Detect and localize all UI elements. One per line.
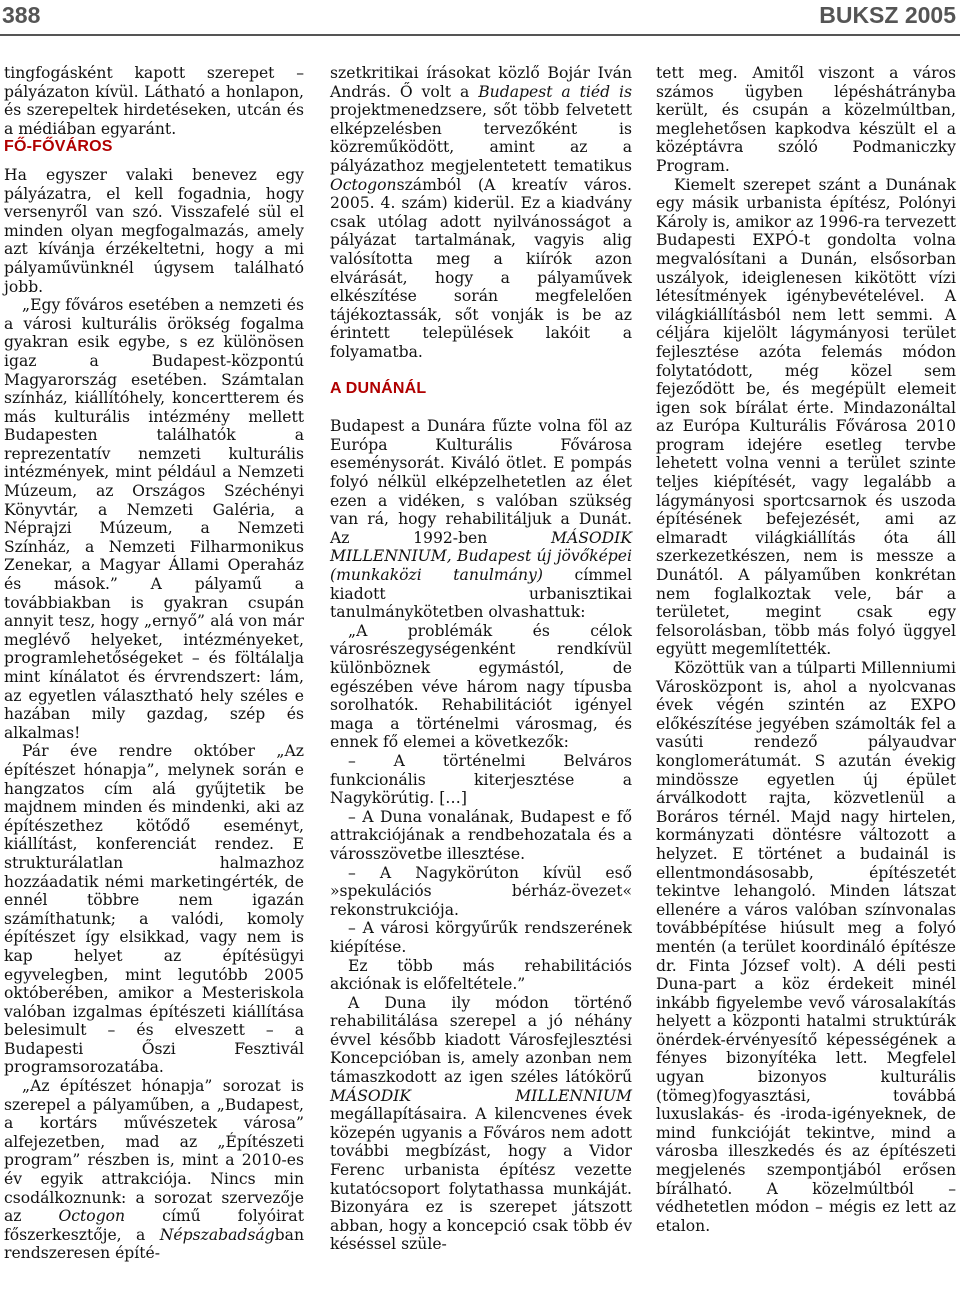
quote-list-item: – A Nagykörúton kívül eső »spekulációs bérház-övezet« rekonstrukciója. xyxy=(330,863,632,919)
journal-title: BUKSZ 2005 xyxy=(819,2,956,28)
column-3 xyxy=(656,64,956,1235)
column-1 xyxy=(4,64,304,1263)
text-run: megállapításaira. A kilencvenes évek közepén ugyanis a Főváros nem adott további megbízást, hogy a Vidor Ferenc urbanista építész vezette kutatócsoport folytathassa munkáját. Bizonyára ez is szerepet játszott abban, hogy a koncepció csak több év késéssel szüle- xyxy=(330,1105,632,1254)
paragraph xyxy=(4,1077,304,1263)
text-run: szetkritikai írásokat közlő Bojár Iván András. Ő volt a xyxy=(330,64,632,101)
text-run: „Az építészet hónapja” sorozat is szerepel a pályaműben, a „Budapest, a kortárs művészetek városa” alfejezetben, mad az „Építészeti program” részben is, mint a 2010-es év egyik attrakciója. Nincs min csodálkoznunk: a sorozat szervezője az xyxy=(4,1077,304,1226)
quote-list-item: – A városi körgyűrűk rendszerének kiépítése. xyxy=(330,919,632,956)
quote-paragraph: Ez több más rehabilitációs akciónak is előfeltétele.” xyxy=(330,956,632,994)
paragraph: Ha egyszer valaki benevez egy pályázatra, el kell fogadnia, hogy versenyről van szó. Visszafelé sül el minden olyan megfogalmazás, amely azt kívánja érzékeltetni, hogy a mi pályaművünknél úgysem található jobb. xyxy=(4,165,304,296)
paragraph: Pár éve rendre október „Az építészet hónapja”, melynek során e hangzatos cím alá gyűjtetik be majdnem minden és mindenki, aki az építészethez kötődő eseményt, kiállítást, konferenciát rendez. E strukturálatlan halmazhoz hozzáadatik némi marketingérték, de ennél többre nem igazán számíthatunk; a valódi, komoly építészet így elsikkad, vagy nem is kap helyet az építésügyi egyvelegben, mint legutóbb 2005 októberében, amikor a Mesteriskola valóban izgalmas építészeti kiállítása belesimult – és elveszett – a Budapesti Őszi Fesztivál programsorozatába. xyxy=(4,742,304,1077)
section-heading-fo-fovaros: FŐ-FŐVÁROS xyxy=(4,138,113,156)
column-2 xyxy=(330,64,632,1254)
text-run: ban rendszeresen építé- xyxy=(4,1225,304,1263)
italic-title: MÁSODIK MILLENNIUM, Budapest új jövőképei (munkaközi tanulmány) xyxy=(330,528,632,585)
page-header xyxy=(0,0,960,36)
paragraph: Közöttük van a túlparti Millenniumi Városközpont is, ahol a nyolcvanas évek végén szintén az EXPO előkészítése jegyében számolták fel a vasúti rendező pályaudvar konglomerátumát. S azután évekig mindössze egyetlen új épület árválkodott rajta, közvetlenül a Boráros térnél. Majd nagy hirtelen, kormányzati döntésre változott a helyzet. E történet a budainál is ellentmondásosabb, építészetét tekintve lehangoló. Minden látszat ellenére a város valóban színvonalas továbbépítése hiúsult meg a folyó mentén (a terület koordináló építésze dr. Finta József volt). A déli pesti Duna-part a köz érdekeit minél inkább figyelembe vevő városalakítás helyett a központi hatalmi struktúrák önérdek-érvényesítő képességének a fényes bizonyítéka lett. Megfelel ugyan bizonyos kulturális (tömeg)fogyasztási, továbbá luxuslakás- és -iroda-igényeknek, de mind funkcióját tekintve, mind a városba illeszkedés és az építészeti megjelenés szempontjából erősen bírálható. A közelmúltból – védhetetlen módon – mégis ez lett az etalon. xyxy=(656,659,956,1235)
text-run: Budapest a Dunára fűzte volna föl az Európa Kulturális Fővárosa eseménysorát. Kiváló ötlet. E pompás folyó nélkül elképzelhetetlen az élet ezen a vidéken, s valóban szükség van rá, hogy rehabilitáljuk a Dunát. Az 1992-ben xyxy=(330,417,632,547)
italic-title: Népszabadság xyxy=(159,1225,275,1244)
paragraph: tett meg. Amitől viszont a város számos ügyben lépéshátrányba került, és csupán a közelmúltban, meglehetősen kapkodva készült el a középtávra szóló Podmaniczky Program. xyxy=(656,64,956,175)
paragraph xyxy=(330,64,632,362)
quote-list-item: – A Duna vonalának, Budapest e fő attrakciójának a rendbehozatala és a városszövetbe illesztése. xyxy=(330,807,632,863)
text-run: számból (A kreatív város. 2005. 4. szám) kiderül. Ez a kiadvány csak utólag adott nyilvánosságot a pályázat tartalmának, vagyis alig valósította meg a kiírók azon elvárását, hogy a pályaművek elkészítése során megfelelően tájékoztassák, sőt vonják is be az érintett települések lakóit a folyamatba. xyxy=(330,175,632,361)
italic-title: Budapest a tiéd is xyxy=(478,82,632,101)
paragraph: „Egy főváros esetében a nemzeti és a városi kulturális örökség fogalma gyakran esik egybe, s ez különösen igaz a Budapest-központú Magyarország esetében. Számtalan színház, kiállítóhely, koncertterem és más kulturális intézmény mellett Budapesten találhatók a reprezentatív nemzeti kulturális intézmények, mint például a Nemzeti Múzeum, az Országos Széchényi Könyvtár, a Nemzeti Galéria, a Néprajzi Múzeum, a Nemzeti Színház, a Nemzeti Filharmonikus Zenekar, a Magyar Állami Operaház és mások.” A pályamű a továbbiakban is gyakran csupán annyit tesz, hogy „ernyő” alá von már meglévő helyeket, intézményeket, programlehetőségeket – és föltálalja mint kínálatot és érvrendszert: lám, az egyetlen választható hely széles e hazában mily gazdag, szép és alkalmas! xyxy=(4,296,304,742)
italic-title: Octogon xyxy=(58,1207,126,1226)
paragraph: tingfogásként kapott szerepet – pályázaton kívül. Látható a honlapon, és szerepeltek hirdetéseken, utcán és a médiában egyaránt. xyxy=(4,64,304,138)
italic-title: MÁSODIK MILLENNIUM xyxy=(330,1086,632,1105)
quote-list-item: – A történelmi Belváros funkcionális kiterjesztése a Nagykörútig. […] xyxy=(330,751,632,808)
paragraph xyxy=(330,994,632,1254)
section-heading-a-dunanal: A DUNÁNÁL xyxy=(330,380,427,398)
paragraph xyxy=(330,417,632,622)
paragraph: Kiemelt szerepet szánt a Dunának egy másik urbanista építész, Polónyi Károly is, amikor az 1996-ra tervezett Budapesti EXPÓ-t gondolta volna megvalósítani a Dunán, elsősorban uszályok, ideiglenesen kikötött vízi létesítmények igénybevételével. A világkiállításból nem lett semmi. A céljára kijelölt lágymányosi terület fejlesztése azóta felemás módon folytatódott, még közel sem fejeződött be, és megépült elemeit igen sok bírálat érte. Mindazonáltal az Európa Kulturális Fővárosa 2010 program idejére esetleg tervbe lehetett volna venni a terület szinte teljes kiépítését, vagy legalább a lágymányosi sportcsarnok és uszoda építésének befejezését, ami az elmaradt világkiállítás óta áll szerkezetkészen, nem is messze a Dunától. A pályaműben konkrétan nem foglalkoztak vele, bár a területet, megint csak egy felsorolásban, több más folyó üggyel együtt megemlítették. xyxy=(656,175,956,659)
text-run: A Duna ily módon történő rehabilitálása szerepel a jó néhány évvel később kiadott Városfejlesztési Koncepcióban is, amely azonban nem támaszkodott az igen széles látókörű xyxy=(330,993,632,1087)
text-run: címmel kiadott urbanisztikai tanulmánykötetben olvashattuk: xyxy=(330,566,633,622)
text-run: című folyóirat főszerkesztője, a xyxy=(4,1207,304,1244)
text-run: projektmenedzsere, sőt több felvetett elképzelésben tervezőként is közreműködött, amint az a pályázathoz megjelentetett tematikus xyxy=(330,101,632,175)
quote-paragraph: „A problémák és célok városrészegységenként rendkívül különböznek egymástól, de egészében véve három nagy típusba sorolhatók. Rehabilitációt igényel maga a történelmi városmag, és ennek fő elemei a következők: xyxy=(330,621,632,752)
page-number: 388 xyxy=(2,2,41,28)
italic-title: Octogon xyxy=(330,175,397,194)
